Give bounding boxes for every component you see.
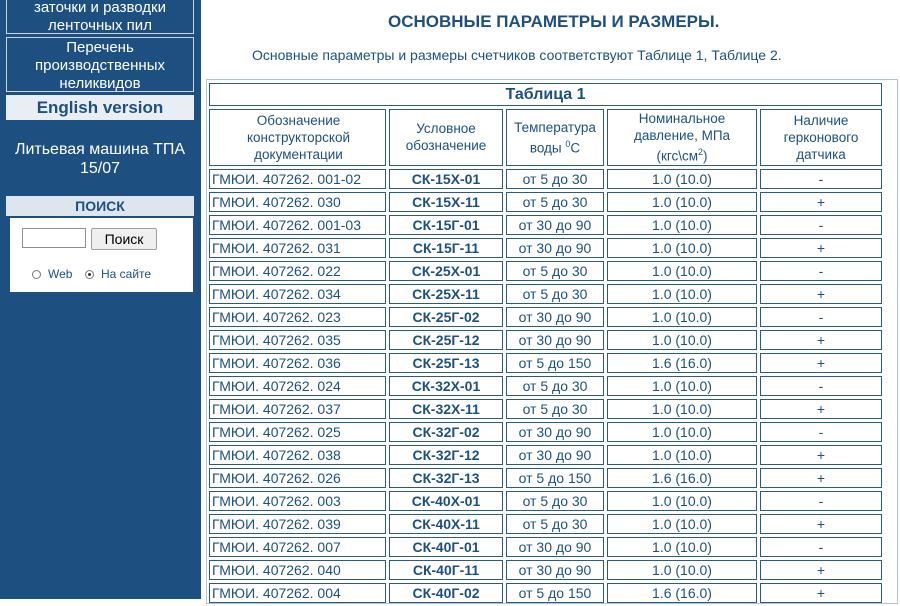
table-row (209, 583, 882, 603)
promo-text: 15/07 (79, 160, 121, 177)
cell-pressure: 1.0 (10.0) (607, 422, 757, 442)
cell-doc-designation: ГМЮИ. 407262. 040 (209, 560, 386, 580)
cell-reed-sensor: - (760, 169, 882, 189)
cell-pressure: 1.0 (10.0) (607, 238, 757, 258)
cell-code: СК-25Г-12 (389, 330, 503, 350)
radio-web-option[interactable] (32, 267, 72, 281)
sidebar-item-label: ленточных пил (48, 17, 152, 34)
header-text (608, 144, 756, 165)
table-row (209, 215, 882, 235)
cell-code: СК-15Г-11 (389, 238, 503, 258)
cell-code: СК-32Г-12 (389, 445, 503, 465)
table-caption-row (209, 83, 882, 106)
header-text: Номинальное (638, 111, 726, 126)
sidebar-item-label: Перечень (66, 39, 134, 56)
sidebar (0, 0, 201, 599)
cell-temperature: от 30 до 90 (506, 330, 604, 350)
cell-pressure: 1.0 (10.0) (607, 215, 757, 235)
cell-doc-designation: ГМЮИ. 407262. 031 (209, 238, 386, 258)
header-text: давление, МПа (633, 128, 731, 143)
table-row (209, 491, 882, 511)
cell-reed-sensor: + (760, 514, 882, 534)
cell-reed-sensor: + (760, 560, 882, 580)
cell-reed-sensor: - (760, 537, 882, 557)
table-row (209, 399, 882, 419)
cell-pressure: 1.0 (10.0) (607, 399, 757, 419)
cell-pressure: 1.0 (10.0) (607, 330, 757, 350)
cell-pressure: 1.6 (16.0) (607, 353, 757, 373)
header-text: обозначение (405, 138, 487, 154)
table-header-row (209, 109, 882, 166)
cell-pressure: 1.0 (10.0) (607, 192, 757, 212)
cell-pressure: 1.0 (10.0) (607, 445, 757, 465)
cell-temperature: от 5 до 30 (506, 169, 604, 189)
cell-temperature: от 30 до 90 (506, 445, 604, 465)
cell-pressure: 1.0 (10.0) (607, 537, 757, 557)
cell-doc-designation: ГМЮИ. 407262. 035 (209, 330, 386, 350)
cell-temperature: от 5 до 30 (506, 284, 604, 304)
cell-reed-sensor: + (760, 238, 882, 258)
header-text: Условное (416, 121, 476, 137)
table-row (209, 284, 882, 304)
cell-code: СК-32Г-13 (389, 468, 503, 488)
cell-temperature: от 5 до 150 (506, 353, 604, 373)
table-row (209, 192, 882, 212)
cell-temperature: от 5 до 30 (506, 192, 604, 212)
cell-temperature: от 30 до 90 (506, 537, 604, 557)
promo-link[interactable] (6, 140, 194, 178)
parameters-table (206, 80, 885, 606)
cell-doc-designation: ГМЮИ. 407262. 037 (209, 399, 386, 419)
table-caption: Таблица 1 (209, 83, 882, 106)
header-text-part: (кгс\см (656, 148, 699, 164)
header-text: датчика (796, 146, 846, 162)
cell-pressure: 1.0 (10.0) (607, 376, 757, 396)
cell-code: СК-25Г-02 (389, 307, 503, 327)
table-row (209, 169, 882, 189)
sidebar-item-saw-sharpening[interactable] (6, 0, 194, 34)
cell-pressure: 1.0 (10.0) (607, 307, 757, 327)
cell-doc-designation: ГМЮИ. 407262. 025 (209, 422, 386, 442)
table-body (209, 169, 882, 603)
cell-code: СК-15Г-01 (389, 215, 503, 235)
header-pressure (607, 109, 757, 166)
header-temperature (506, 109, 604, 166)
cell-reed-sensor: + (760, 330, 882, 350)
cell-pressure: 1.0 (10.0) (607, 514, 757, 534)
table-row (209, 307, 882, 327)
intro-text: Основные параметры и размеры счетчиков соответствуют Таблице 1, Таблице 2. (252, 47, 782, 63)
cell-doc-designation: ГМЮИ. 407262. 023 (209, 307, 386, 327)
cell-temperature: от 5 до 150 (506, 468, 604, 488)
header-superscript: 2 (698, 147, 704, 157)
cell-code: СК-40Г-02 (389, 583, 503, 603)
table-row (209, 445, 882, 465)
table-row (209, 238, 882, 258)
cell-code: СК-25Г-13 (389, 353, 503, 373)
cell-reed-sensor: + (760, 583, 882, 603)
cell-temperature: от 5 до 30 (506, 261, 604, 281)
cell-temperature: от 30 до 90 (506, 422, 604, 442)
cell-temperature: от 5 до 30 (506, 514, 604, 534)
cell-reed-sensor: + (760, 192, 882, 212)
cell-doc-designation: ГМЮИ. 407262. 026 (209, 468, 386, 488)
cell-code: СК-15Х-11 (389, 192, 503, 212)
radio-web-label: Web (48, 267, 73, 281)
cell-reed-sensor: + (760, 399, 882, 419)
cell-reed-sensor: - (760, 261, 882, 281)
cell-doc-designation: ГМЮИ. 407262. 001-03 (209, 215, 386, 235)
cell-reed-sensor: + (760, 445, 882, 465)
cell-code: СК-32Г-02 (389, 422, 503, 442)
cell-reed-sensor: + (760, 284, 882, 304)
table-row (209, 376, 882, 396)
cell-doc-designation: ГМЮИ. 407262. 022 (209, 261, 386, 281)
cell-doc-designation: ГМЮИ. 407262. 024 (209, 376, 386, 396)
cell-pressure: 1.6 (16.0) (607, 583, 757, 603)
search-button[interactable]: Поиск (91, 228, 157, 250)
cell-doc-designation: ГМЮИ. 407262. 039 (209, 514, 386, 534)
cell-doc-designation: ГМЮИ. 407262. 030 (209, 192, 386, 212)
sidebar-item-label: заточки и разводки (34, 0, 166, 16)
cell-temperature: от 5 до 150 (506, 583, 604, 603)
cell-doc-designation: ГМЮИ. 407262. 003 (209, 491, 386, 511)
cell-reed-sensor: - (760, 422, 882, 442)
header-text: Температура (514, 119, 596, 135)
header-text-part: ) (703, 148, 708, 164)
radio-site-label: На сайте (101, 267, 152, 281)
search-heading: ПОИСК (6, 196, 194, 216)
radio-web-icon[interactable] (32, 270, 41, 279)
cell-doc-designation: ГМЮИ. 407262. 036 (209, 353, 386, 373)
radio-site-option[interactable] (85, 267, 151, 281)
cell-pressure: 1.0 (10.0) (607, 261, 757, 281)
header-text: Обозначение (256, 112, 341, 128)
header-text-part: C (570, 140, 581, 155)
header-text (507, 136, 603, 157)
cell-temperature: от 5 до 30 (506, 491, 604, 511)
cell-reed-sensor: - (760, 215, 882, 235)
cell-doc-designation: ГМЮИ. 407262. 007 (209, 537, 386, 557)
table-row (209, 560, 882, 580)
cell-reed-sensor: + (760, 353, 882, 373)
page-title: ОСНОВНЫЕ ПАРАМЕТРЫ И РАЗМЕРЫ. (388, 12, 720, 31)
header-text: геркoнового (783, 129, 859, 145)
header-code (389, 109, 503, 166)
cell-code: СК-25Х-11 (389, 284, 503, 304)
header-text: документации (254, 146, 343, 162)
cell-temperature: от 5 до 30 (506, 376, 604, 396)
table-row (209, 422, 882, 442)
table-row (209, 353, 882, 373)
table-row (209, 261, 882, 281)
cell-temperature: от 30 до 90 (506, 238, 604, 258)
cell-reed-sensor: - (760, 307, 882, 327)
header-reed-sensor (760, 109, 882, 166)
sidebar-item-illiquid-list[interactable] (6, 37, 194, 92)
cell-code: СК-32Х-11 (389, 399, 503, 419)
header-superscript: 0 (565, 138, 571, 149)
table-row (209, 537, 882, 557)
search-panel (10, 218, 193, 292)
cell-code: СК-15Х-01 (389, 169, 503, 189)
cell-temperature: от 30 до 90 (506, 215, 604, 235)
search-input[interactable] (22, 228, 86, 248)
promo-text: Литьевая машина ТПА (14, 141, 186, 158)
cell-doc-designation: ГМЮИ. 407262. 038 (209, 445, 386, 465)
header-doc-designation (209, 109, 386, 166)
header-text: конструкторской (246, 129, 351, 145)
cell-pressure: 1.0 (10.0) (607, 284, 757, 304)
cell-reed-sensor: - (760, 491, 882, 511)
cell-code: СК-32Х-01 (389, 376, 503, 396)
cell-doc-designation: ГМЮИ. 407262. 034 (209, 284, 386, 304)
cell-code: СК-40Х-01 (389, 491, 503, 511)
cell-code: СК-40Г-11 (389, 560, 503, 580)
sidebar-item-label: неликвидов (59, 75, 141, 92)
cell-pressure: 1.0 (10.0) (607, 169, 757, 189)
cell-temperature: от 5 до 30 (506, 399, 604, 419)
table-row (209, 468, 882, 488)
cell-temperature: от 30 до 90 (506, 560, 604, 580)
cell-doc-designation: ГМЮИ. 407262. 004 (209, 583, 386, 603)
header-text: Наличие (793, 112, 849, 128)
header-text-part: воды (529, 140, 562, 155)
cell-code: СК-40Х-11 (389, 514, 503, 534)
cell-code: СК-25Х-01 (389, 261, 503, 281)
radio-site-icon[interactable] (85, 270, 94, 279)
table-row (209, 330, 882, 350)
cell-pressure: 1.0 (10.0) (607, 560, 757, 580)
sidebar-item-label: производственных (35, 57, 165, 74)
cell-pressure: 1.6 (16.0) (607, 468, 757, 488)
cell-temperature: от 30 до 90 (506, 307, 604, 327)
cell-code: СК-40Г-01 (389, 537, 503, 557)
english-version-link[interactable]: English version (6, 95, 194, 120)
cell-reed-sensor: - (760, 376, 882, 396)
cell-doc-designation: ГМЮИ. 407262. 001-02 (209, 169, 386, 189)
cell-reed-sensor: + (760, 468, 882, 488)
cell-pressure: 1.0 (10.0) (607, 491, 757, 511)
table-row (209, 514, 882, 534)
